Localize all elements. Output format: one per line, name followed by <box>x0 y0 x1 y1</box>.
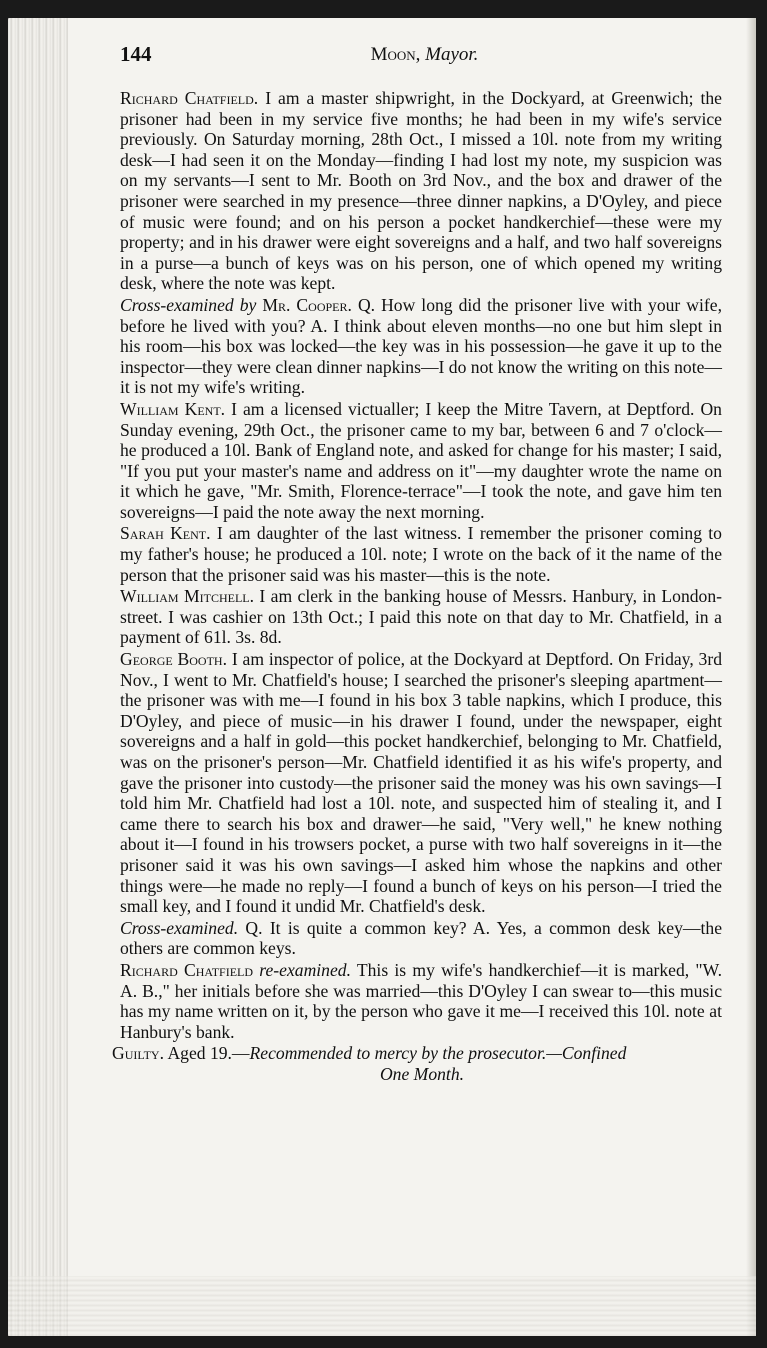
running-head-name: Moon, <box>370 44 421 65</box>
running-head <box>112 44 697 66</box>
testimony-text: I am daughter of the last witness. I remember the prisoner coming to my father's house; he produced a 10l. note; I wrote on the back of it the name of the person that the prisoner said was his master—this is the note. <box>120 523 722 585</box>
cross-examined-label: Cross-examined by <box>120 294 257 315</box>
speaker-name: William Mitchell. <box>120 586 255 607</box>
testimony-text: Q. How long did the prisoner live with your wife, before he lived with you? A. I think about eleven months—no one but him slept in his room—his box was locked—the key was in his possession—he gave it up to the inspector—they were clean dinner napkins—I do not know the writing on this note—it is not my wife's writing. <box>120 294 722 398</box>
cross-examined-label: Cross-examined. <box>120 917 239 938</box>
testimony-paragraph <box>112 960 722 1042</box>
page-stack-edge <box>8 1276 756 1336</box>
testimony-paragraph <box>112 523 722 585</box>
verdict-age: Aged 19.— <box>167 1043 250 1064</box>
testimony-paragraph <box>112 918 722 959</box>
speaker-name: William Kent. <box>120 398 226 419</box>
testimony-text: I am clerk in the banking house of Messrs. Hanbury, in London-street. I was cashier on 13th Oct.; I paid this note on that day to Mr. Chatfield, in a payment of 61l. 3s. 8d. <box>120 586 722 648</box>
testimony-paragraph <box>112 649 722 917</box>
testimony-paragraph <box>112 295 722 398</box>
verdict-sentence: Recommended to mercy by the prosecutor.—Confined <box>249 1043 627 1064</box>
speaker-name: Mr. Cooper. <box>262 294 352 315</box>
re-examined-label: re-examined. <box>259 959 351 980</box>
verdict-sentence-end <box>112 1064 722 1085</box>
page-header <box>112 42 697 72</box>
page-number: 144 <box>120 42 152 66</box>
testimony-text: Q. It is quite a common key? A. Yes, a common desk key—the others are common keys. <box>120 917 722 959</box>
testimony-text: This is my wife's handkerchief—it is marked, "W. A. B.," her initials before she was married—this D'Oyley I can swear to—this music has my name written on it, by the person who gave it me—I received this 10l. note at Hanbury's bank. <box>120 959 722 1042</box>
testimony-text: I am a licensed victualler; I keep the Mitre Tavern, at Deptford. On Sunday evening, 29th Oct., the prisoner came to my bar, between 6 and 7 o'clock—he produced a 10l. Bank of England note, and asked for change for his master; I said, "If you put your master's name and address on it"—my daughter wrote the name on it which he gave, "Mr. Smith, Florence-terrace"—I took the note, and gave him ten sovereigns—I paid the note away the next morning. <box>120 398 722 522</box>
page-edge <box>746 18 756 1336</box>
testimony-paragraph <box>112 586 722 648</box>
testimony-paragraph <box>112 399 722 523</box>
testimony-text: I am a master shipwright, in the Dockyard, at Greenwich; the prisoner had been in my service five months; he had been in my wife's service previously. On Saturday morning, 28th Oct., I missed a 10l. note from my writing desk—I had seen it on the Monday—finding I had lost my note, my suspicion was on my servants—I sent to Mr. Booth on 3rd Nov., and the box and drawer of the prisoner were searched in my presence—three dinner napkins, a D'Oyley, and piece of music were found; and on his person a pocket handkerchief—these were my property; and in his drawer were eight sovereigns and a half, and two half sovereigns in a purse—a bunch of keys was on his person, one of which opened my writing desk, where the note was kept. <box>120 88 722 294</box>
testimony-paragraph <box>112 88 722 294</box>
book-spine-shadow <box>8 18 68 1336</box>
running-head-title: Mayor. <box>425 44 479 65</box>
verdict-label: Guilty. <box>112 1043 164 1064</box>
speaker-name: Richard Chatfield <box>120 959 254 980</box>
speaker-name: George Booth. <box>120 649 227 670</box>
speaker-name: Sarah Kent. <box>120 523 211 544</box>
verdict-sentence-2: One Month. <box>379 1063 465 1084</box>
verdict <box>112 1043 722 1064</box>
trial-text <box>112 88 722 1085</box>
testimony-text: I am inspector of police, at the Dockyard at Deptford. On Friday, 3rd Nov., I went to Mr. Chatfield's house; I searched the prisoner's sleeping apartment—the prisoner was with me—I found in his box 3 table napkins, which I produce, this D'Oyley, and piece of music—in his drawer I found, under the newspaper, eight sovereigns and a half in gold—this pocket handkerchief, belonging to Mr. Chatfield, was on the prisoner's person—Mr. Chatfield identified it as his wife's property, and gave the prisoner into custody—the prisoner said the money was his own savings—I told him Mr. Chatfield had lost a 10l. note, and suspected him of stealing it, and I came there to search his box and drawer—he said, "Very well," he knew nothing about it—I found in his trowsers pocket, a purse with two half sovereigns in it—the prisoner said it was his own savings—I asked him whose the napkins and other things were—he made no reply—I found a bunch of keys on his person—I tried the small key, and I found it undid Mr. Chatfield's desk. <box>120 649 723 917</box>
speaker-name: Richard Chatfield. <box>120 88 259 108</box>
